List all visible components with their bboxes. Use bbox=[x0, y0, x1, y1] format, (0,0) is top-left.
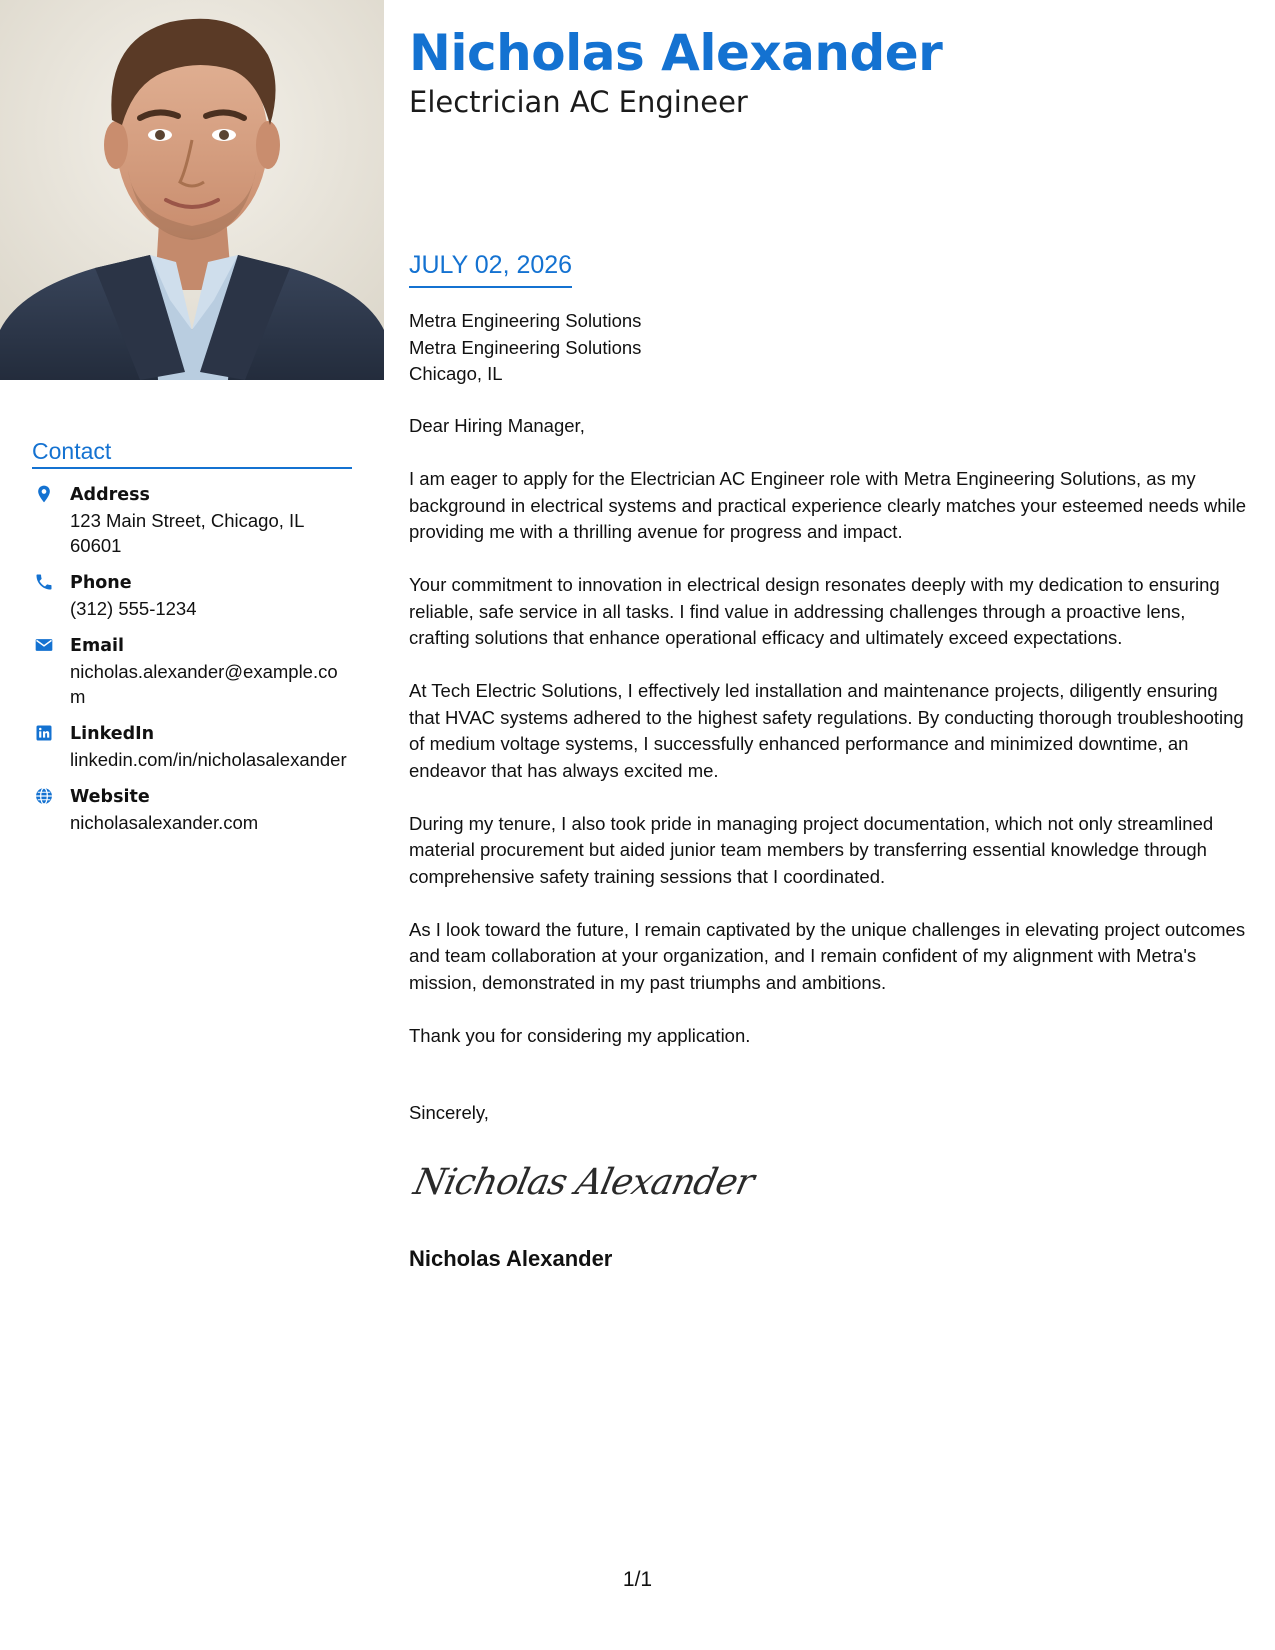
contact-value-email[interactable]: nicholas.alexander@example.com bbox=[70, 661, 338, 708]
contact-value-phone: (312) 555-1234 bbox=[70, 598, 197, 620]
contact-label-website: Website bbox=[70, 787, 150, 808]
closing: Sincerely, bbox=[409, 1102, 489, 1123]
linkedin-icon bbox=[34, 723, 54, 743]
globe-icon bbox=[34, 786, 54, 806]
contact-heading: Contact bbox=[32, 438, 352, 469]
recipient-line: Metra Engineering Solutions bbox=[409, 310, 642, 331]
contact-item-email bbox=[32, 634, 352, 709]
location-pin-icon bbox=[34, 484, 54, 504]
contact-label-address: Address bbox=[70, 485, 150, 506]
recipient-line: Chicago, IL bbox=[409, 363, 503, 384]
body-paragraph: I am eager to apply for the Electrician AC Engineer role with Metra Engineering Solutions, as my background in electrical systems and practical experience clearly matches your esteemed needs while providing me with a thrilling avenue for progress and impact. bbox=[409, 468, 1247, 542]
salutation: Dear Hiring Manager, bbox=[409, 415, 585, 436]
body-paragraph: During my tenure, I also took pride in managing project documentation, which not only streamlined material procurement but aided junior team members by transferring essential knowledge through comprehensive safety training sessions that I coordinated. bbox=[409, 812, 1214, 887]
contact-label-linkedin: LinkedIn bbox=[70, 724, 155, 745]
profile-photo bbox=[0, 0, 384, 380]
applicant-name: Nicholas Alexander bbox=[409, 24, 943, 82]
page-number: 1/1 bbox=[622, 1568, 653, 1591]
portrait-photo-icon bbox=[0, 0, 384, 380]
handwritten-signature: Nicholas Alexander bbox=[410, 1162, 758, 1203]
recipient-block bbox=[409, 308, 641, 388]
contact-item-phone bbox=[32, 571, 352, 621]
contact-item-address bbox=[32, 483, 352, 558]
contact-value-address: 123 Main Street, Chicago, IL 60601 bbox=[70, 510, 304, 557]
thank-you-line: Thank you for considering my application. bbox=[409, 1024, 751, 1046]
contact-item-linkedin bbox=[32, 722, 352, 772]
body-paragraph: At Tech Electric Solutions, I effectively led installation and maintenance projects, diligently ensuring that HVAC systems adhered to the highest safety regulations. By conducting thorough troubleshooting of medium voltage systems, I successfully enhanced performance and minimized downtime, an endeavor that has always excited me. bbox=[409, 680, 1244, 781]
contact-value-linkedin[interactable]: linkedin.com/in/nicholasalexander bbox=[70, 749, 347, 771]
job-title: Electrician AC Engineer bbox=[409, 85, 748, 119]
contact-item-website bbox=[32, 785, 352, 835]
contact-section bbox=[32, 438, 352, 848]
recipient-line: Metra Engineering Solutions bbox=[409, 336, 642, 358]
body-paragraph: As I look toward the future, I remain captivated by the unique challenges in elevating project outcomes and team collaboration at your organization, and I remain confident of my alignment with Metra's mission, demonstrated in my past triumphs and ambitions. bbox=[409, 918, 1246, 993]
phone-icon bbox=[34, 572, 54, 592]
body-paragraph: Your commitment to innovation in electrical design resonates deeply with my dedication to ensuring reliable, safe service in all tasks. I find value in addressing challenges through a proactive lens, crafting solutions that enhance operational efficacy and ultimately exceed expectations. bbox=[409, 574, 1220, 648]
envelope-icon bbox=[34, 635, 54, 655]
contact-label-phone: Phone bbox=[70, 573, 132, 594]
contact-value-website[interactable]: nicholasalexander.com bbox=[70, 812, 259, 834]
letter-body bbox=[409, 413, 1247, 1076]
letter-date: JULY 02, 2026 bbox=[409, 248, 572, 288]
contact-label-email: Email bbox=[70, 636, 124, 657]
signer-name: Nicholas Alexander bbox=[409, 1246, 613, 1271]
